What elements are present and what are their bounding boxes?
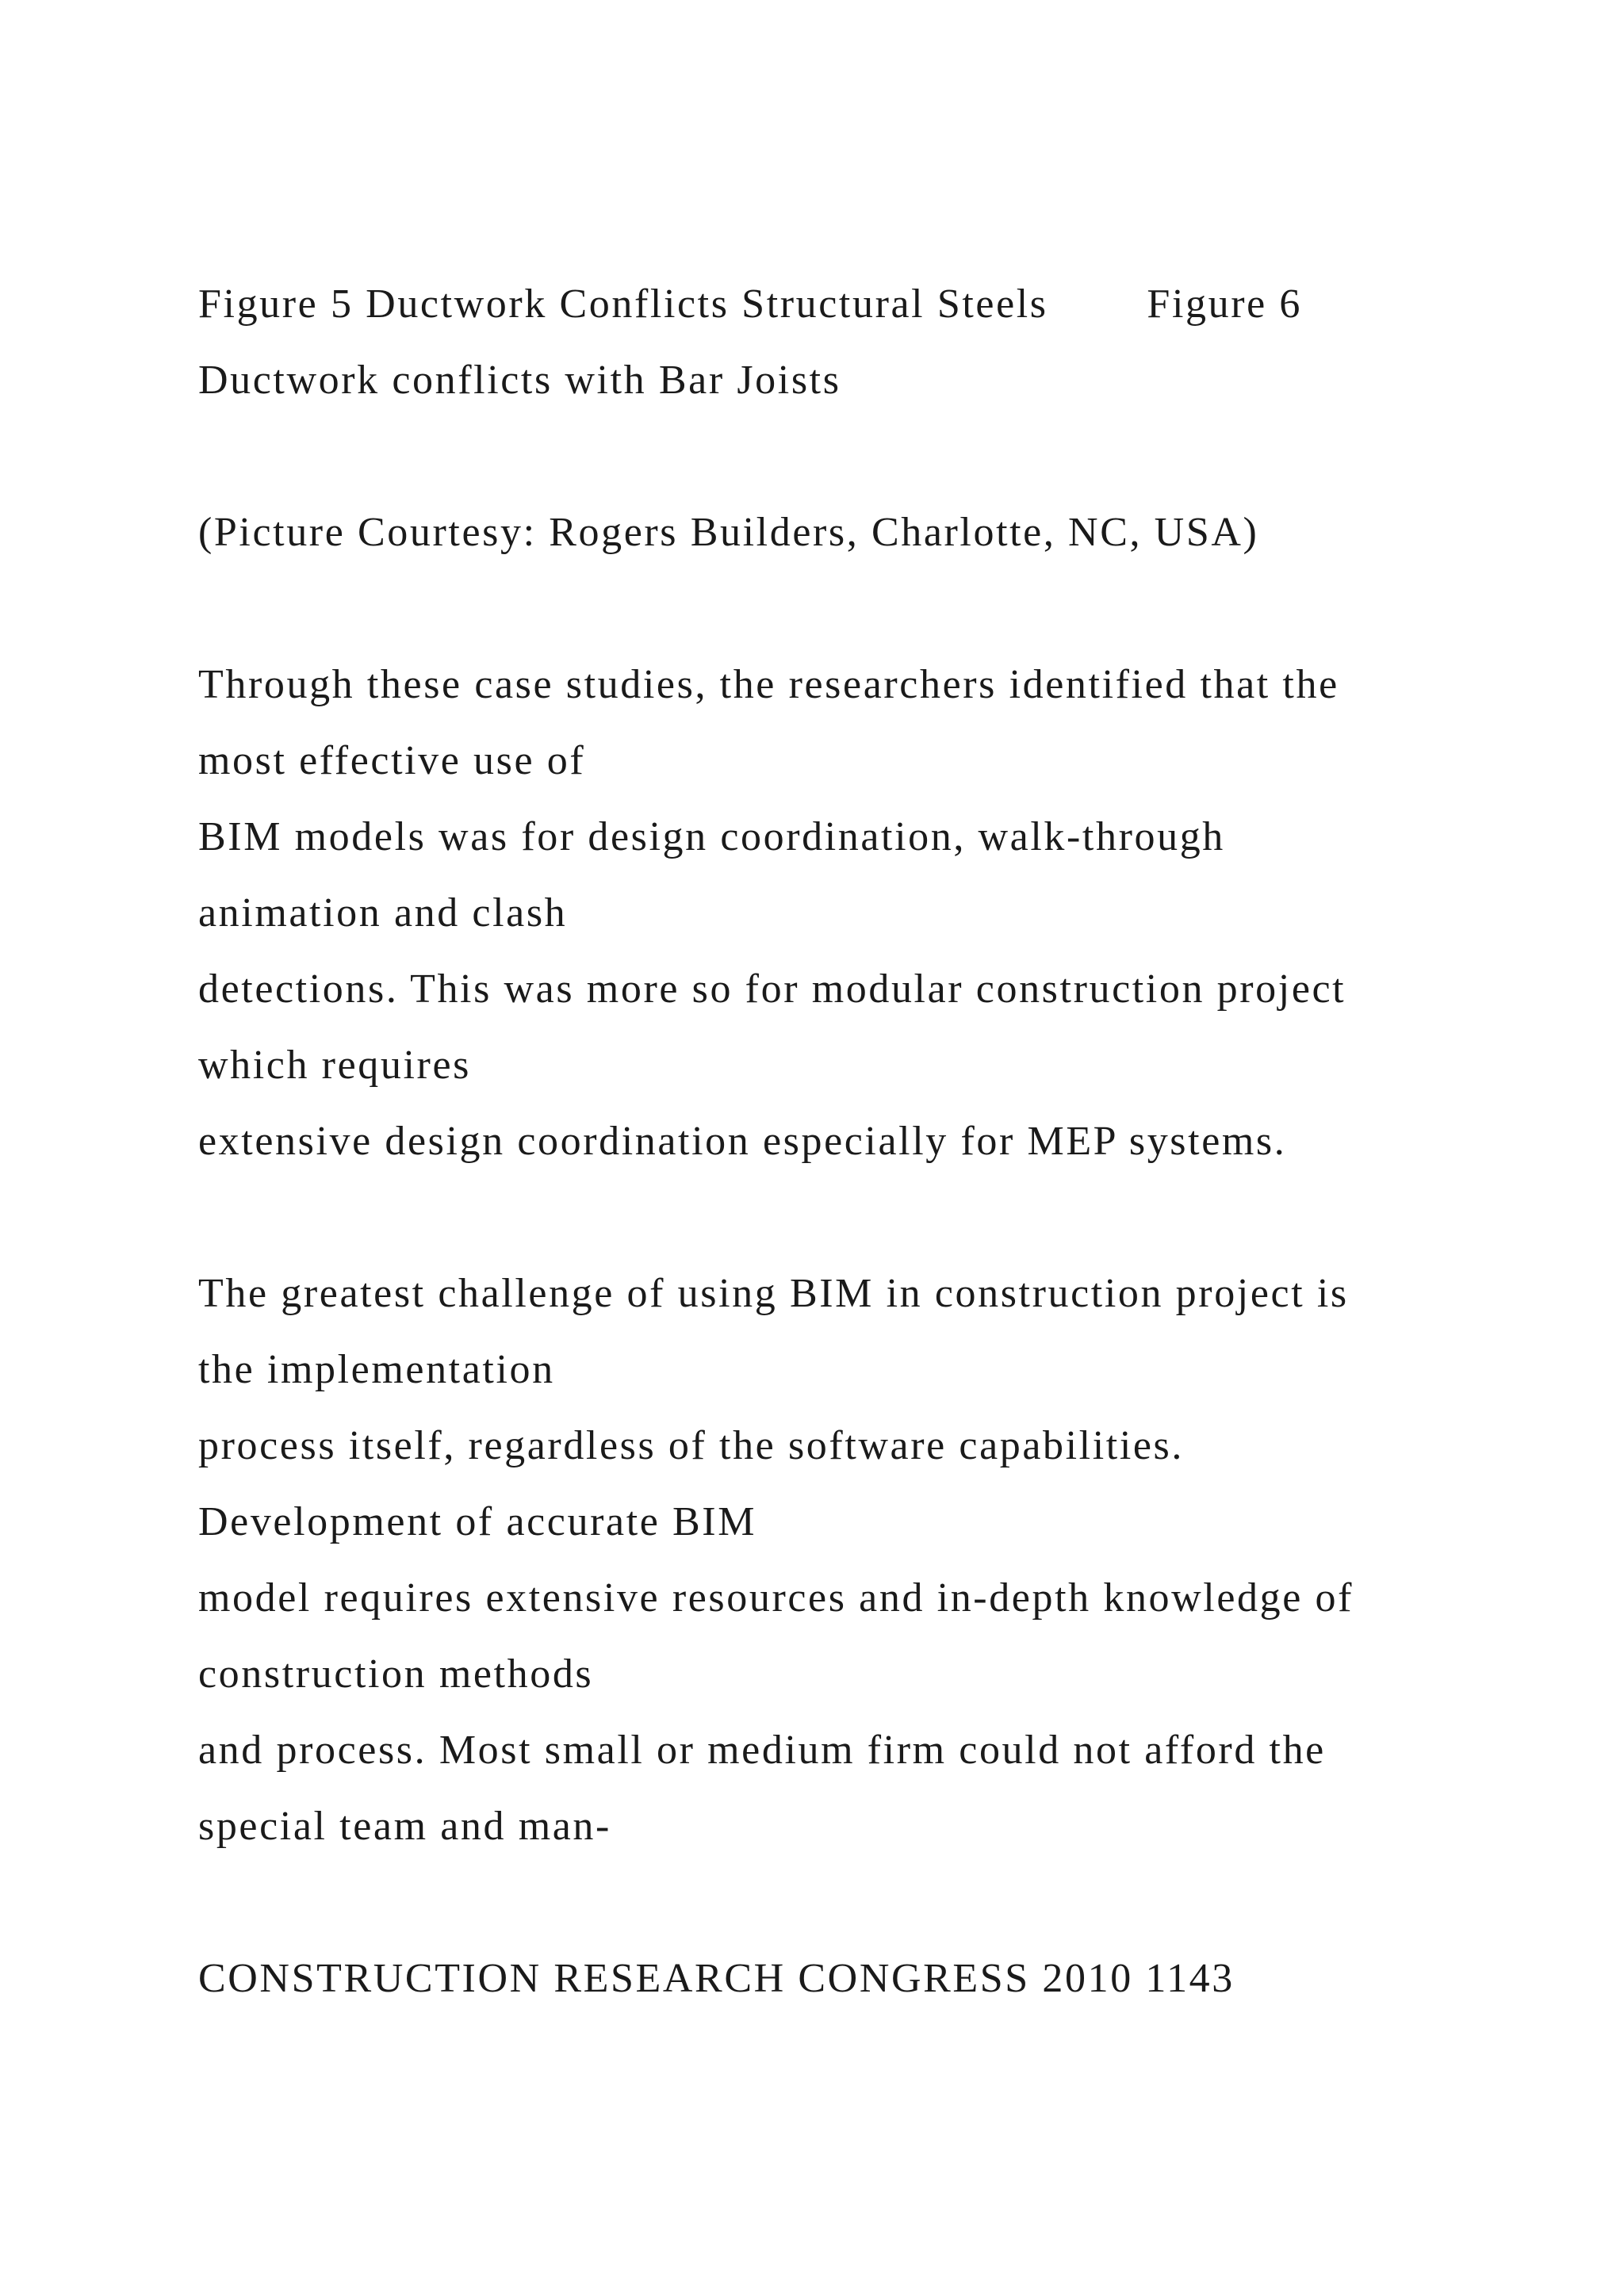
paragraph-2-line-3: process itself, regardless of the software capabilities. bbox=[198, 1423, 1184, 1468]
page-footer: CONSTRUCTION RESEARCH CONGRESS 2010 1143 bbox=[198, 1956, 1235, 2001]
blank-line bbox=[198, 571, 1507, 647]
paragraph-1-line-3: BIM models was for design coordination, walk-through bbox=[198, 814, 1225, 859]
paragraph-2-line-5: model requires extensive resources and in-depth knowledge of bbox=[198, 1575, 1354, 1621]
blank-line bbox=[198, 1865, 1507, 1941]
picture-courtesy: (Picture Courtesy: Rogers Builders, Charlotte, NC, USA) bbox=[198, 510, 1259, 555]
paragraph-1-line-2: most effective use of bbox=[198, 738, 586, 783]
paragraph-1-line-4: animation and clash bbox=[198, 890, 568, 936]
blank-line bbox=[198, 1180, 1507, 1256]
paragraph-1-line-1: Through these case studies, the researchers identified that the bbox=[198, 662, 1339, 707]
blank-line bbox=[198, 419, 1507, 495]
paragraph-1-line-6: which requires bbox=[198, 1043, 471, 1088]
paragraph-2-line-2: the implementation bbox=[198, 1347, 555, 1392]
paragraph-2-line-8: special team and man- bbox=[198, 1804, 611, 1849]
paragraph-1-line-5: detections. This was more so for modular construction project bbox=[198, 966, 1346, 1012]
paragraph-2-line-7: and process. Most small or medium firm could not afford the bbox=[198, 1728, 1326, 1773]
paragraph-2-line-6: construction methods bbox=[198, 1651, 594, 1697]
document-body bbox=[198, 266, 1507, 2017]
figure-caption-line-2: Ductwork conflicts with Bar Joists bbox=[198, 358, 841, 403]
paragraph-1-line-7: extensive design coordination especially for MEP systems. bbox=[198, 1119, 1287, 1164]
paragraph-2-line-4: Development of accurate BIM bbox=[198, 1499, 757, 1544]
paragraph-2-line-1: The greatest challenge of using BIM in construction project is bbox=[198, 1271, 1349, 1316]
figure-caption-line-1: Figure 5 Ductwork Conflicts Structural Steels Figure 6 bbox=[198, 281, 1302, 327]
